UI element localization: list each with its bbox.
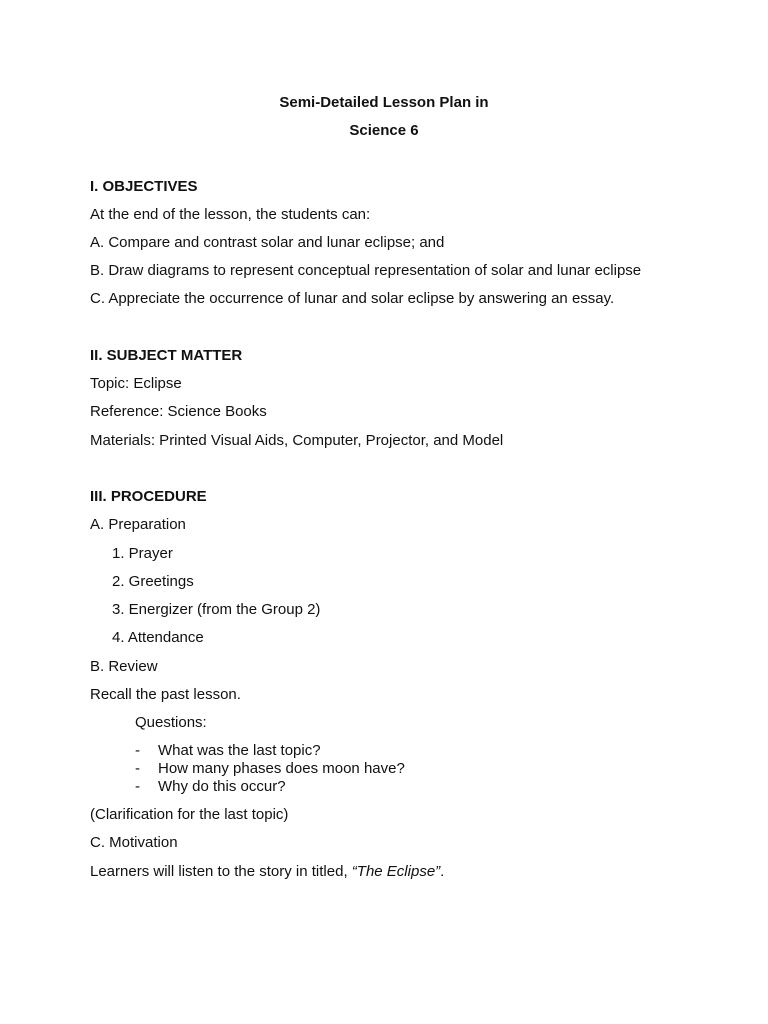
- motivation-text: [90, 863, 444, 881]
- motivation-text-suffix: .: [440, 863, 445, 880]
- question-bullet: -: [135, 742, 140, 759]
- question-bullet: -: [135, 760, 140, 777]
- review-question: How many phases does moon have?: [158, 760, 405, 777]
- preparation-step: 2. Greetings: [112, 573, 194, 590]
- title-line-2: Science 6: [349, 122, 419, 139]
- title-line-1: Semi-Detailed Lesson Plan in: [279, 94, 489, 111]
- review-label: B. Review: [90, 658, 158, 675]
- subject-matter-heading: II. SUBJECT MATTER: [90, 347, 243, 364]
- preparation-step: 4. Attendance: [112, 629, 204, 646]
- procedure-heading: III. PROCEDURE: [90, 488, 207, 505]
- objective-item: A. Compare and contrast solar and lunar eclipse; and: [90, 234, 445, 251]
- objective-item: B. Draw diagrams to represent conceptual representation of solar and lunar eclipse: [90, 262, 642, 279]
- objective-item: C. Appreciate the occurrence of lunar and solar eclipse by answering an essay.: [90, 290, 615, 307]
- subject-reference: Reference: Science Books: [90, 403, 267, 420]
- review-question: Why do this occur?: [158, 778, 286, 795]
- review-questions-label: Questions:: [135, 714, 207, 731]
- motivation-text-prefix: Learners will listen to the story in titled,: [90, 863, 352, 880]
- subject-materials: Materials: Printed Visual Aids, Computer, Projector, and Model: [90, 432, 504, 449]
- preparation-label: A. Preparation: [90, 516, 186, 533]
- preparation-step: 3. Energizer (from the Group 2): [112, 601, 321, 618]
- objectives-heading: I. OBJECTIVES: [90, 178, 198, 195]
- objectives-intro: At the end of the lesson, the students can:: [90, 206, 371, 223]
- review-recall: Recall the past lesson.: [90, 686, 241, 703]
- story-title: “The Eclipse”: [351, 863, 441, 880]
- motivation-label: C. Motivation: [90, 834, 178, 851]
- subject-topic: Topic: Eclipse: [90, 375, 182, 392]
- review-question: What was the last topic?: [158, 742, 321, 759]
- review-clarification: (Clarification for the last topic): [90, 806, 289, 823]
- question-bullet: -: [135, 778, 140, 795]
- preparation-step: 1. Prayer: [112, 545, 173, 562]
